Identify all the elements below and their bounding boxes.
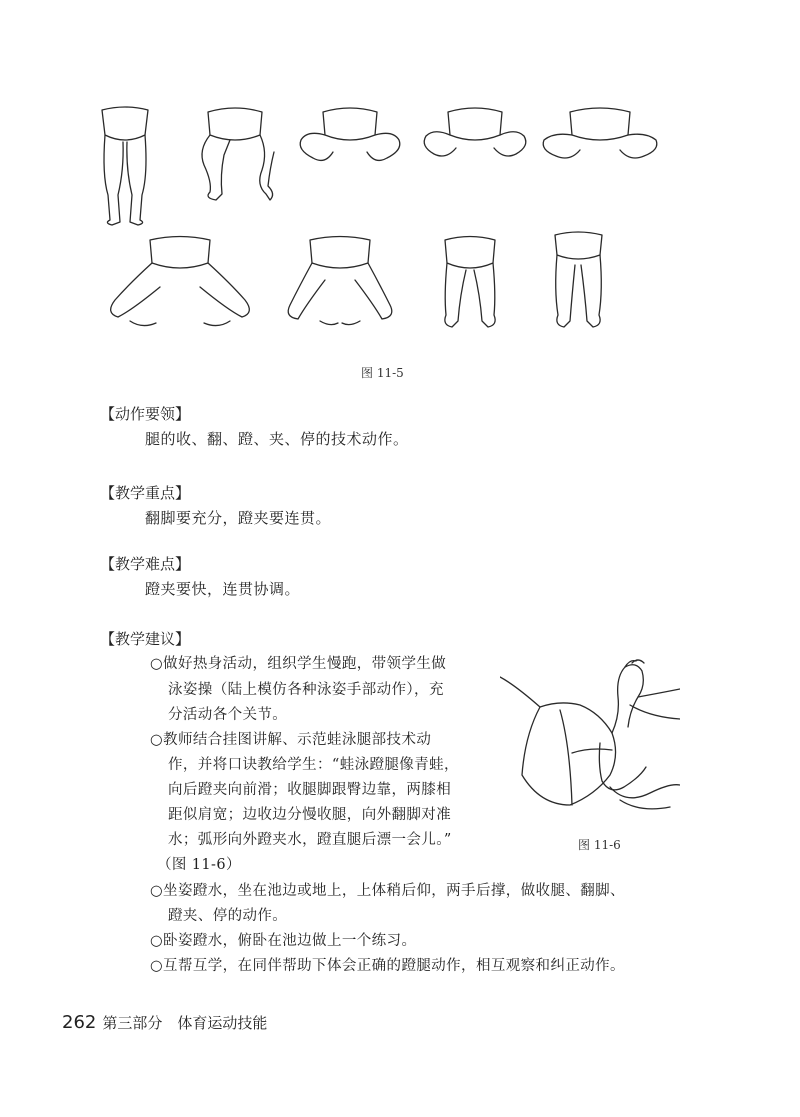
footer-section-title: 第三部分 体育运动技能: [102, 1014, 268, 1032]
frame-legs-sweep-in: [288, 237, 392, 325]
frame-feet-out-2: [424, 108, 526, 156]
frame-legs-straight: [555, 232, 602, 327]
suggestion-1-line-1: ○做好热身活动，组织学生慢跑，带领学生做: [150, 656, 447, 672]
section-heading-focus: 【教学重点】: [100, 484, 191, 502]
suggestion-2-line-6: （图 11-6）: [157, 857, 241, 873]
page-number: 262: [62, 1012, 97, 1033]
frame-legs-together: [102, 107, 148, 225]
figure-11-5-caption: 图 11-5: [361, 366, 404, 380]
suggestion-1-line-2: 泳姿操（陆上模仿各种泳姿手部动作），充: [168, 682, 444, 698]
section-text-difficulty: 蹬夹要快，连贯协调。: [145, 580, 301, 598]
suggestion-2-line-1: ○教师结合挂图讲解、示范蛙泳腿部技术动: [150, 732, 432, 748]
section-text-key-points: 腿的收、翻、蹬、夹、停的技术动作。: [145, 430, 409, 448]
frame-feet-out-1: [300, 108, 400, 160]
figure-11-6-caption: 图 11-6: [578, 838, 621, 852]
frame-feet-out-3: [543, 108, 657, 158]
figure-11-5-drawing: [90, 90, 710, 370]
figure-11-5: [90, 90, 710, 370]
suggestion-2-line-3: 向后蹬夹向前滑；收腿脚跟臀边靠，两膝相: [168, 782, 452, 798]
frame-legs-kick-out: [111, 237, 250, 326]
frame-knees-bent-1: [202, 108, 274, 200]
section-text-focus: 翻脚要充分，蹬夹要连贯。: [145, 509, 332, 527]
section-heading-difficulty: 【教学难点】: [100, 555, 191, 573]
suggestion-4: ○卧姿蹬水，俯卧在池边做上一个练习。: [150, 933, 417, 949]
figure-11-6-drawing: [500, 655, 680, 835]
suggestion-3-line-2: 蹬夹、停的动作。: [168, 908, 288, 924]
page-footer: [62, 1012, 267, 1033]
suggestion-2-line-2: 作，并将口诀教给学生：“蛙泳蹬腿像青蛙，: [168, 757, 459, 773]
suggestion-2-line-4: 距似肩宽；边收边分慢收腿，向外翻脚对准: [168, 807, 452, 823]
frame-legs-closing: [445, 237, 495, 328]
suggestion-3-line-1: ○坐姿蹬水，坐在池边或地上，上体稍后仰，两手后撑，做收腿、翻脚、: [150, 883, 625, 899]
section-heading-suggestions: 【教学建议】: [100, 630, 191, 648]
section-heading-key-points: 【动作要领】: [100, 405, 191, 423]
figure-11-6: [500, 655, 680, 835]
suggestion-2-line-5: 水；弧形向外蹬夹水，蹬直腿后漂一会儿。”: [168, 832, 452, 848]
suggestion-1-line-3: 分活动各个关节。: [168, 707, 288, 723]
suggestion-5: ○互帮互学，在同伴帮助下体会正确的蹬腿动作，相互观察和纠正动作。: [150, 958, 625, 974]
